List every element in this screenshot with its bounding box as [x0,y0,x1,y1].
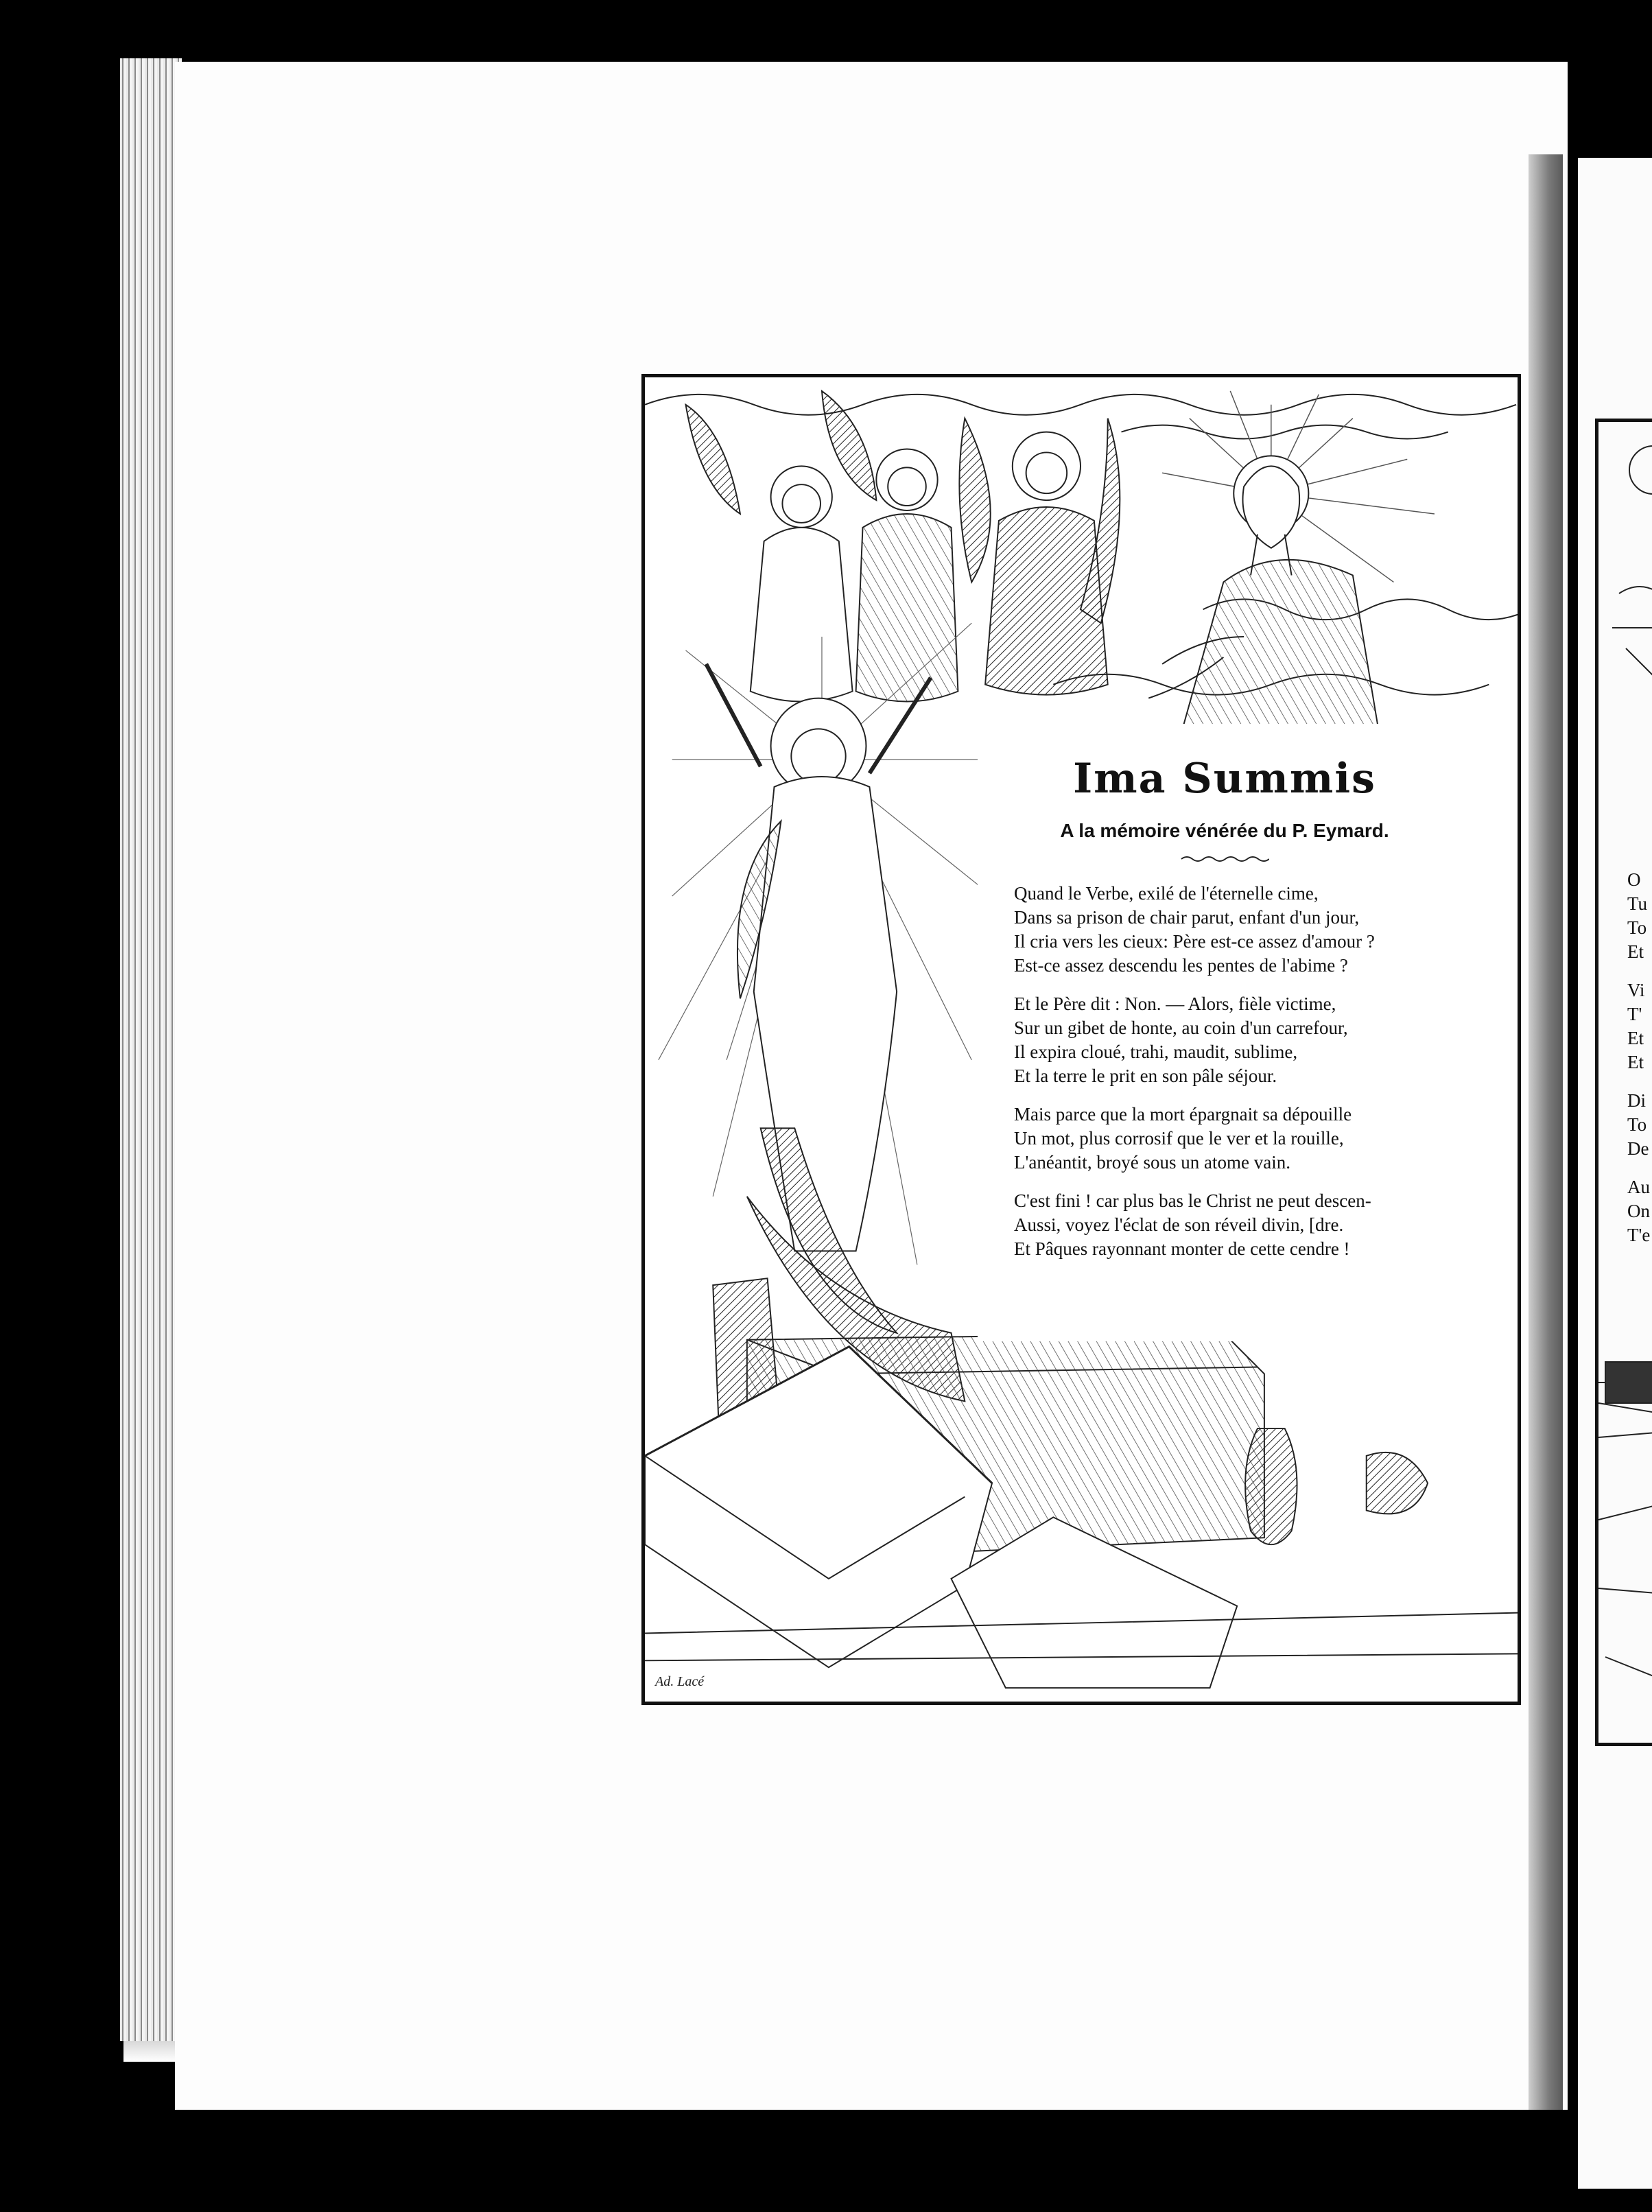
verse-line: Un mot, plus corrosif que le ver et la rouille, [1014,1128,1344,1149]
fragment: Et [1627,1028,1644,1048]
fragment: T'e [1627,1225,1651,1245]
verse-line: Et la terre le prit en son pâle séjour. [1014,1066,1277,1086]
stanza [1014,992,1453,1088]
verse-line: L'anéantit, broyé sous un atome vain. [1014,1152,1291,1173]
fragment: Di [1627,1090,1646,1111]
fragment: T' [1627,1004,1642,1024]
poem-title: Ima Summis [1073,755,1376,803]
god-the-father [1148,391,1435,757]
verse-line: C'est fini ! car plus bas le Christ ne peut descen- [1014,1190,1371,1211]
flourish-divider [1180,854,1269,864]
fragment: De [1627,1138,1649,1159]
angels [686,391,1120,702]
fragment: Au [1627,1177,1650,1197]
verse-line: Aussi, voyez l'éclat de son réveil divin, [dre. [1014,1214,1344,1235]
fragment: To [1627,917,1647,938]
verse-line: Sur un gibet de honte, au coin d'un carrefour, [1014,1017,1348,1038]
fragment: Tu [1627,893,1648,914]
fragment: To [1627,1114,1647,1135]
verse-line: Mais parce que la mort épargnait sa dépouille [1014,1104,1352,1125]
verse-line: Dans sa prison de chair parut, enfant d'un jour, [1014,907,1360,928]
verse-line: Quand le Verbe, exilé de l'éternelle cime, [1014,883,1319,904]
fragment: O [1627,869,1641,890]
fragment: On [1627,1201,1650,1221]
book-page-edges [120,58,182,2041]
fragment: Et [1627,941,1644,962]
facing-page-text [1627,868,1652,1247]
poem-subtitle: A la mémoire vénérée du P. Eymard. [1060,820,1389,841]
poem-body [1014,882,1453,1275]
verse-line: Et le Père dit : Non. — Alors, fièle victime, [1014,993,1336,1014]
fragment: Et [1627,1052,1644,1072]
book-gutter [1529,154,1563,2110]
stanza [1014,1189,1453,1261]
verse-line: Il cria vers les cieux: Père est-ce assez d'amour ? [1014,931,1375,952]
verse-line: Est-ce assez descendu les pentes de l'abime ? [1014,955,1348,976]
stanza [1014,1103,1453,1175]
fragment: Vi [1627,980,1645,1000]
stanza [1014,882,1453,978]
engraver-signature: Ad. Lacé [655,1674,705,1689]
verse-line: Et Pâques rayonnant monter de cette cendre ! [1014,1238,1350,1259]
verse-line: Il expira cloué, trahi, maudit, sublime, [1014,1042,1298,1062]
